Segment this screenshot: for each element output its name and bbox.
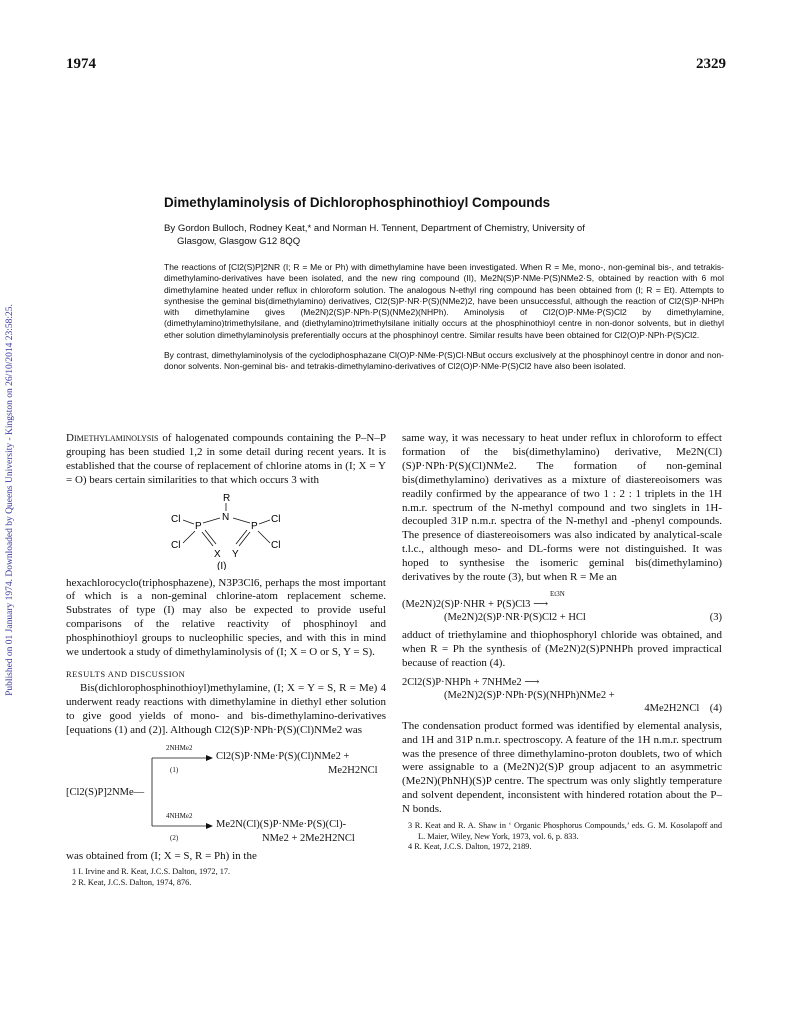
bond-p-y-1 [239, 532, 250, 546]
eq4-right-side [402, 702, 722, 715]
scheme-product-2a: Me2N(Cl)(S)P·NMe·P(S)(Cl)- [216, 818, 347, 830]
scheme-product-1a: Cl2(S)P·NMe·P(S)(Cl)NMe2 + [216, 750, 350, 762]
arrow-head-2 [206, 823, 213, 829]
eq4-number: (4) [709, 702, 722, 714]
author-block [164, 222, 744, 248]
eq4-arrow: ⟶ [524, 676, 540, 688]
scheme-product-2b: NMe2 + 2Me2H2NCl [262, 832, 355, 844]
arrow-head-1 [206, 755, 213, 761]
results-paragraph-1: Bis(dichlorophosphinothioyl)methylamine, (I; X = Y = S, R = Me) 4 underwent ready reactions with dimethylamine in diethyl ether solution to give good yields of mono- and bis-dimethylamino-derivatives [equations (1) and (2)]. Although Cl2(S)P·NPh·P(S)(Cl)NMe2 was [66, 681, 386, 736]
footnotes-right [402, 821, 722, 853]
right-paragraph-1: same way, it was necessary to heat under reflux in chloroform to effect formation of the bis(dimethylamino) derivative, Me2N(Cl)(S)P·NPh·P(S)(Cl)NMe2. The formation of non-geminal bis(dimethylamino) derivatives as a mixture of diastereoisomers was readily confirmed by the appearance of two 1 : 2 : 1 triplets in the 1H n.m.r. spectrum of the N-methyl compound and two singlets in 1H-decoupled 31P n.m.r. spectra of the N-methyl and -phenyl compounds. The presence of diastereoisomers was also indicated by analytical-scale t.l.c., although meso- and DL-forms were not distinguished. It was hoped to synthesise the isomeric geminal bis(dimethylamino) derivatives by the route (3), but when R = Me an [402, 432, 722, 584]
eq3-right-side [402, 611, 722, 624]
eq3-left: (Me2N)2(S)P·NHR + P(S)Cl3 [402, 598, 531, 610]
paragraph-2: hexachlorocyclo(triphosphazene), N3P3Cl6, perhaps the most important of which is a non-geminal chlorine-atom replacement scheme. Substrates of type (I) may also be expected to provide useful comparisons of the relative reactivity of phosphinoyl and phosphinothioyl groups to nucleophilic species, and with this in mind we undertook a study of dimethylaminolysis of (I; X = O or S, Y = S). [66, 576, 386, 659]
intro-text: of halogenated compounds containing the P–N–P grouping has been studied 1,2 in some detail during recent years. It is established that the course of replacement of chlorine atoms in (I; X = Y = O) bears certain similarities to that which occurs 3 with [66, 432, 386, 486]
scheme-number-1: (1) [170, 765, 179, 774]
footnotes-left [66, 867, 386, 888]
structure-atom-cl-4: Cl [271, 539, 281, 551]
eq3-number: (3) [709, 611, 722, 623]
bond-p-x-1 [202, 532, 213, 546]
structure-atom-n: N [222, 511, 230, 523]
reaction-scheme-1-2 [66, 740, 386, 846]
bond-cl2-p [183, 531, 195, 543]
structure-atom-cl-3: Cl [271, 513, 281, 525]
structure-atom-p-right: P [251, 520, 258, 532]
page-year: 1974 [66, 56, 96, 72]
eq3-arrow: ⟶ [533, 598, 549, 610]
eq4-left-side [402, 676, 722, 689]
abstract-paragraph-2: By contrast, dimethylaminolysis of the cyclodiphosphazane Cl(O)P·NMe·P(S)Cl·NBut occurs exclusively at the phosphinoyl centre in donor and non-donor solvents. Non-geminal bis- and tetrakis-dimethylamino-derivatives of Cl2(O)P·NMe·P(S)Cl2 have also been isolated. [164, 350, 724, 372]
structure-atom-r: R [223, 492, 231, 504]
scheme-reagent-1: 2NHMe2 [166, 743, 193, 752]
footnote-3: 3 R. Keat and R. A. Shaw in ‘ Organic Phosphorus Compounds,’ eds. G. M. Kosolapoff and L. Maier, Wiley, New York, 1973, vol. 6, p. 833. [408, 821, 722, 841]
article-title: Dimethylaminolysis of Dichlorophosphinothioyl Compounds [164, 195, 551, 210]
structure-atom-y: Y [232, 548, 239, 560]
bond-p-cl3 [259, 520, 270, 524]
eq3-reagent: Et3N [550, 589, 565, 598]
author-line-1: By Gordon Bulloch, Rodney Keat,* and Norman H. Tennent, Department of Chemistry, University of [164, 223, 585, 234]
footnote-4: 4 R. Keat, J.C.S. Dalton, 1972, 2189. [408, 842, 532, 852]
bond-p-cl4 [258, 531, 270, 543]
author-line-2: Glasgow, Glasgow G12 8QQ [177, 236, 301, 247]
structure-atom-p-left: P [195, 520, 202, 532]
bond-p-y-2 [236, 530, 247, 544]
left-column [66, 432, 386, 889]
intro-paragraph [66, 432, 386, 488]
eq3-left-side [402, 598, 722, 611]
right-paragraph-3: The condensation product formed was identified by elemental analysis, and 1H and 31P n.m.r. spectroscopy. A feature of the 1H n.m.r. spectrum was the presence of three dimethylamino-proton doublets, two of which were assignable to a (Me2N)2(S)P group adjacent to an asymmetric (Me2N)(PhNH)(S)P centre. The spectrum was only slightly temperature and solvent dependent, inconsistent with hindered rotation about the P–N bonds. [402, 719, 722, 816]
download-watermark [2, 180, 18, 820]
bond-cl1-p [183, 520, 194, 524]
eq4-left: 2Cl2(S)P·NHPh + 7NHMe2 [402, 676, 522, 688]
scheme-number-2: (2) [170, 833, 179, 842]
page-number: 2329 [696, 56, 726, 72]
eq3-right: (Me2N)2(S)P·NR·P(S)Cl2 + HCl [444, 611, 586, 623]
right-paragraph-2: adduct of triethylamine and thiophosphoryl chloride was obtained, and when R = Ph the synthesis of (Me2N)2(S)PNHPh proved impractical because of reaction (4). [402, 628, 722, 669]
download-watermark-text[interactable]: Published on 01 January 1974. Downloaded by Queens University - Kingston on 26/10/2014 23:58:25. [5, 304, 15, 696]
footnote-1: 1 I. Irvine and R. Keat, J.C.S. Dalton, 1972, 17. [72, 867, 231, 877]
equation-3 [402, 590, 722, 624]
eq4-right: 4Me2H2NCl [644, 702, 700, 714]
section-heading: RESULTS AND DISCUSSION [66, 668, 186, 679]
bond-p-x-2 [205, 530, 216, 544]
results-paragraph-2: was obtained from (I; X = S, R = Ph) in the [66, 849, 257, 862]
structure-label: (I) [217, 560, 227, 570]
structure-atom-cl-1: Cl [171, 513, 181, 525]
scheme-reactant: [Cl2(S)P]2NMe— [66, 786, 145, 798]
structure-atom-cl-2: Cl [171, 539, 181, 551]
footnote-2: 2 R. Keat, J.C.S. Dalton, 1974, 876. [72, 878, 192, 887]
scheme-product-1b: Me2H2NCl [328, 764, 378, 776]
eq4-middle: (Me2N)2(S)P·NPh·P(S)(NHPh)NMe2 + [444, 689, 615, 701]
bond-n-p-right [233, 518, 250, 523]
bond-n-p-left [203, 518, 220, 523]
intro-lead-word: Dimethylaminolysis [66, 432, 159, 444]
structure-I-diagram [66, 492, 386, 575]
abstract-paragraph-1: The reactions of [Cl2(S)P]2NR (I; R = Me or Ph) with dimethylamine have been investigated. When R = Me, mono-, non-geminal bis-, and tetrakis-dimethylamino-derivatives have been isolated, and the new ring compound (II), Me2N(S)P·NMe·P(S)NMe2·S, obtained by reaction with 6 mol dimethylamine heated under reflux in chloroform solution. The analogous N-ethyl ring compound has been obtained from (I; R = Et). Attempts to synthesise the geminal bis(dimethylamino) derivatives, Cl2(S)P·NR·P(S)(NMe2)2, have been unsuccessful, although the reaction of Cl2(S)P·NHPh with dimethylamine gives (Me2N)2(S)P·NPh·P(S)(NMe2)(NHPh). Aminolysis of Cl2(O)P·NMe·P(S)Cl2 by dimethylamine, (dimethylamino)trimethylsilane, and (diethylamino)trimethylsilane initially occurs at the phosphinothioyl centre in non-donor solvents, but in diethyl ether solution dimethylaminolysis preferentially occurs at the phosphinoyl centre. Similar results have been obtained for Cl2(O)P·NPh·P(S)Cl2. [164, 262, 724, 340]
right-column [402, 432, 722, 853]
equation-4 [402, 676, 722, 715]
abstract [164, 262, 724, 373]
structure-atom-x: X [214, 548, 221, 560]
scheme-reagent-2: 4NHMe2 [166, 811, 193, 820]
